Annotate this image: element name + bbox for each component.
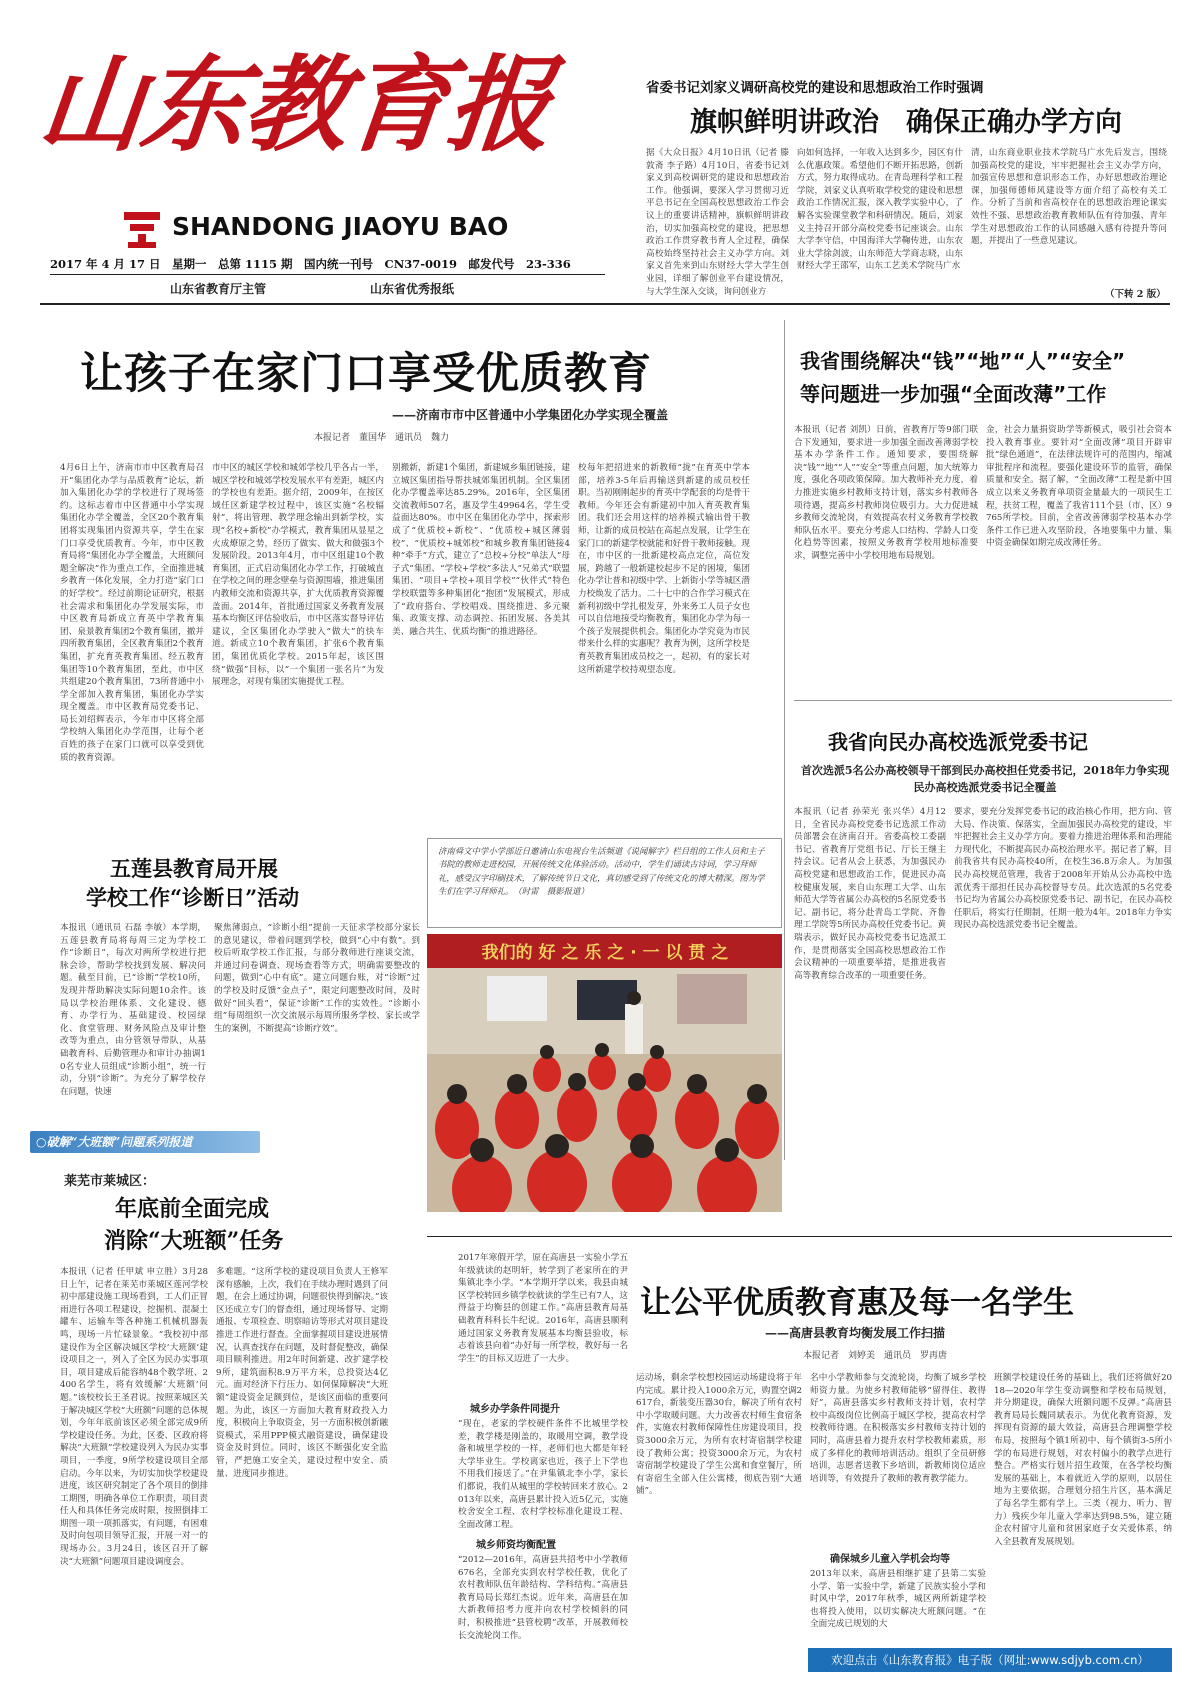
lead-col-1: 4月6日上午，济南市市中区教育局召开“集团化办学与品质教育”论坛，新加入集团化办学的学校进行了现场签约。这标志着市中区普通中小学实现集团化办学全覆盖，全区20个教育集团将实现集团内资源共享，学生在家门口享受优质教育。今年，市中区教育局将“集团化办学全覆盖，大班额问题全解决”作为重点工作，全面推进城乡教育一体化发展，全力打造“家门口的好学校”。经过前期论证研究，根据社会需求和集团化办学发展实际，市中区教育局新成立育英中学教育集团、泉景教育集团2个教育集团，撤并四所教育集团，全区教育集团2个教育集团，扩充育英教育集团、经五教育集团等10个教育集团，至此，市中区共组建20个教育集团，73所普通中小学全部加入教育集团，集团化办学实现全覆盖。市中区教育局党委书记、局长刘绍辉表示，今年市中区将全部学校纳入集团化办学范围，让每个老百姓的孩子在家门口就可以享受到优质的教育资源。 [60, 463, 204, 763]
series-banner [30, 1131, 260, 1153]
right2-headline: 我省向民办高校选派党委书记 [828, 730, 1088, 754]
bottom-col-5: 班额学校建设任务的基础上，我们还将做好2018—2020年学生变动调整和学校布局规划，并分期建设，确保大班额问题不反弹。”高唐县教育局局长魏同斌表示。为优化教育资源，发挥现有资源的最大效益，高唐县合理调整学校布局，按照每个镇1所初中、每个镇街3-5所小学的布局进行规划，对农村偏小的教学点进行整合。严格实行划片招生政策，在各学校均衡发展的基础上，本着就近入学的原则，以居住地为主要依据，合理划分招生片区，基本满足了每名学生都有学上。三类（视力、听力、智力）残疾少年儿童入学率达到98.5%，建立随企农村留守儿童和贫困家庭子女关爱体系，纳入全县教育发展规划。 [994, 1373, 1172, 1547]
right2-col-2: 要求，要充分发挥党委书记的政治核心作用，把方向、管大局、作决策、保落实，全面加强民办高校党的建设，牢牢把握社会主义办学方向。要着力推进治理体系和治理能力现代化，不断提高民办高校治理水平。据记者了解，目前我省共有民办高校40所，在校生36.8万余人。为加强民办高校规范管理，我省于2008年开始从公办高校中选派优秀干部担任民办高校督导专员。此次选派的5名党委书记均为省属公办高校原党委书记、副书记，在民办高校任职后，将实行任期制，任期一般为4年。2018年力争实现民办高校选派党委书记全覆盖。 [954, 807, 1172, 931]
bottom-sec1-text: “现在，老家的学校硬件条件不比城里学校差，教学楼是刚盖的，取暖用空调，教学设备和城里学校的一样，老师们也大都是年轻大学毕业生。学校离家也近，孩子上下学也不用我们接送了。”在尹集镇北李小学，家长们都说，我们从城里的学校转回来才放心。2013年以来，高唐县累计投入近5亿元，实施校舍安全工程、农村学校标准化建设工程、全面改薄工程。 [458, 1419, 628, 1530]
laiwu-col-1: 本报讯（记者 任甲斌 申立胜）3月28日上午，记者在莱芜市莱城区莲河学校初中部建设施工现场看到，工人们正冒雨进行各项工程建设，挖掘机、混凝土罐车、运输车等各种施工机械机器轰鸣，现场一片忙碌景象。“我校初中部建设作为全区解决城区学校‘大班额’建设项目之一，列入了全区为民办实事项目，项目建成后能容纳48个教学班、2400名学生，将有效缓解‘大班额’问题。”该校校长王圣君说。按照莱城区关于解决城区学校“大班额”问题的总体规划，今年年底前该区必须全部完成9所学校建设任务。为此，区委、区政府将解决“大班额”学校建设列入为民办实事项目，一季度，9所学校建设项目全部启动。今年以来，为切实加快学校建设进度，该区研究制定了各个项目的倒排工期图，明确各单位工作职责，项目责任人和具体任务完成时限，按照倒排工期图一项一项抓落实，有问题，有困难及时向包项目领导汇报，开展一对一的现场办公。3月24日，该区召开了解决“大班额”问题项目建设调度会。 [60, 1267, 208, 1567]
honor-label: 山东省优秀报纸 [370, 282, 455, 296]
bottom-intro: 2017年寒假开学，原在高唐县一实验小学五年级就读的赵明轩，转学到了老家所在的尹集镇北李小学。“本学期开学以来，我县由城区学校转回乡镇学校就读的学生已有7人，这得益于均衡县的创建工作。”高唐县教育局基础教育科科长牛纪说。2016年，高唐县顺利通过国家义务教育发展基本均衡县验收，标志着该县向着“办好每一所学校，教好每一名学生”的目标又迈进了一大步。 [458, 1253, 628, 1364]
news-photo [427, 934, 782, 1212]
divider [794, 700, 1172, 701]
bottom-sec3-text: 2013年以来，高唐县相继扩建了县第二实验小学、第一实验中学，新建了民族实验小学和时风中学，2017年秋季，城区两所新建学校也将投入使用，以切实解决大班额问题。“在全面完成已规划的大 [810, 1569, 986, 1630]
column-divider [784, 320, 785, 1160]
masthead-title: 山东教育报 [33, 43, 557, 166]
lead-col-3: 别搬新，新建1个集团，新建城乡集团链接，建立城区集团指导帮扶城郊集团机制。全区集团化办学覆盖率达85.29%。2016年，全区集团交流教师507名，惠及学生49964名，学生受益面达80%。市中区在集团化办学中，探索形成了“优质校+新校”、“优质校+城区薄弱校”、“优质校+城郊校”和城乡教育集团链接4种“牵手”方式，建立了“总校+分校”单法人“母子式”集团、“学校+学校”多法人“兄弟式”联盟集团、“项目+学校+项目学校”“伙伴式”特色学校联盟等多种集团化“抱团”发展模式，形成了“政府搭台、学校唱戏、围绕推进、多元聚集、政策支撑、动态调控、拓团发展、各美其美、融合共生、优质均衡”的推进路径。 [392, 463, 570, 637]
bottom-byline: 本报记者 刘婷美 通讯员 罗再唐 [803, 1351, 948, 1361]
lead-headline: 让孩子在家门口享受优质教育 [80, 349, 652, 399]
wulian-col-2: 聚焦薄弱点，“诊断小组”提前一天征求学校部分家长的意见建议，带着问题到学校，做到“心中有数”。到校后听取学校工作汇报，与部分教师进行座谈交流，并通过问卷调查、现场查看等方式，明确需要整改的问题，做到“心中有底”。建立问题台账，对“诊断”过的学校及时反馈“金点子”，限定问题整改时间，及时做好“回头看”，保证“诊断”工作的实效性。“诊断小组”每周组织一次交流展示每周所服务学校、家长或学生的案例，不断提高“诊断疗效”。 [214, 923, 420, 1034]
footer-link[interactable]: 欢迎点击《山东教育报》电子版（网址:www.sdjyb.com.cn） [831, 1653, 1149, 1667]
bottom-sec2-text: “2012—2016年，高唐县共招考中小学教师676名，全部充实到农村学校任教，优化了农村教师队伍年龄结构、学科结构。”高唐县教育局局长郑红杰说。近年来，高唐县在加大新教师招考力度并向农村学校倾斜的同时，积极推进“县管校聘”改革，开展教师校长交流轮岗工作。 [458, 1555, 628, 1641]
bottom-headline: 让公平优质教育惠及每一名学生 [640, 1285, 1074, 1321]
masthead [33, 30, 600, 290]
divider [427, 1236, 1172, 1237]
photo-banner: 我们的 好 之 乐 之 · 一 以 贯 之 [481, 943, 729, 963]
lead-byline: 本报记者 董国华 通讯员 魏力 [314, 433, 450, 443]
laiwu-headline-2: 消除“大班额”任务 [104, 1228, 284, 1254]
bottom-subhead: ——高唐县教育均衡发展工作扫描 [765, 1326, 946, 1340]
top-story-kicker: 省委书记刘家义调研高校党的建设和思想政治工作时强调 [646, 80, 984, 96]
right1-headline-2: 等问题进一步加强“全面改薄”工作 [800, 382, 1107, 406]
wulian-headline-2: 学校工作“诊断日”活动 [86, 885, 300, 910]
bottom-sec3-title: 确保城乡儿童入学机会均等 [830, 1554, 950, 1565]
lead-col-4: 校每年把招进来的新教师“拢”在育英中学本部，培养3-5年后再输送到新建的成员校任职。当初刚刚起步的育英中学配套的均是骨干教师。今年还会有新建初中加入育英教育集团。我们还会用这样的培养模式输出骨干教师，让新的成员校站在高起点发展，让学生在家门口的新建学校就能和好骨干教师接触。现在，市中区的一批新建校高点定位，高位发展，跨越了一般新建校起步不足的困境，集团化办学让普和初级中学、上新街小学等城区潜力校焕发了活力。二十七中的合作学习模式在新利初级中学扎根发芽，外来务工人员子女也可以自信地接受均衡教育，集团化办学为每一个孩子发展提供机会。集团化办学究竟为市民带来什么样的实惠呢？教育为例，这所学校是育英教育集团成员校之一，起初，有的家长对这所新建学校持观望态度。 [578, 463, 750, 675]
right1-col-1: 本报讯（记者 刘凯）日前，省教育厅等9部门联合下发通知，要求进一步加强全面改善薄弱学校基本办学条件工作。通知要求，要围绕解决“钱”“地”“人”“安全”等重点问题，加大统筹力度，强化各项政策保障。加大教师补充力度，着力推进实施乡村教师支持计划，落实乡村教师各项待遇，提高乡村教师岗位吸引力。大力促进城乡教师交流轮岗，有效提高农村义务教育学校教师队伍水平。要充分考虑人口结构、学龄人口变化趋势等因素，按照义务教育学校用地标准要求，调整完善中小学校用地布局规划。 [794, 425, 978, 561]
photo-caption: 济南舜文中学小学部近日邀请山东电视台生活频道《说闻解字》栏目组的工作人员和主子书院的教师走进校园，开展传统文化体验活动。活动中，学生们诵读古诗词，学习拜师礼，感受汉字印刷技术，了解传统节日文化，真切感受到了传统文化的博大精深。图为学生们在学习拜师礼。 （时雷 摄影报道） [438, 846, 765, 897]
top-story-col-1: 据《大众日报》4月10日讯（记者 滕敦斋 李子路）4月10日，省委书记刘家义到高校调研党的建设和思想政治工作。他强调，要深入学习贯彻习近平总书记在全国高校思想政治工作会议上的重要讲话精神，旗帜鲜明讲政治，切实加强高校党的建设，把思想政治工作贯穿教书育人全过程，确保高校始终坚持社会主义办学方向。刘家义首先来到山东财经大学大学生创业园，详细了解创业平台建设情况，与大学生深入交谈，询问创业方 [646, 148, 789, 297]
bottom-col-3: 运动场，剩余学校想校园运动场建设将于年内完成。累计投入1000余万元，购置空调2617台，新装变压器30台，解决了所有农村中小学取暖问题。大力改善农村师生食宿条件，实施农村教师保障性住房建设项目，投资3000余万元，为所有农村寄宿制学校建设了教师公寓；投资3000余万元，为农村寄宿制学校建设了学生公寓和食堂餐厅，所有寄宿生全部入住公寓楼，彻底告别“大通铺”。 [636, 1373, 802, 1497]
bottom-sec2-title: 城乡师资均衡配置 [476, 1540, 556, 1551]
right1-col-2: 金，社会力量捐资助学等新模式，吸引社会资本投入教育事业。要针对“全面改薄”项目开辟审批“绿色通道”，在法律法规许可的范围内，缩减审批程序和流程。要强化建设环节的监管，确保质量和安全。据了解，“全面改薄”工程是新中国成立以来义务教育单项资金量最大的一项民生工程，扶贫工程，覆盖了我省111个县（市、区）9765所学校。目前，全省改善薄弱学校基本办学条件工作已进入攻坚阶段，各地要集中力量、集中资金确保如期完成改薄任务。 [986, 425, 1172, 549]
right2-subhead: 首次选派5名公办高校领导干部到民办高校担任党委书记，2018年力争实现民办高校选派党委书记全覆盖 [800, 764, 1170, 794]
footer-bar[interactable] [808, 1648, 1172, 1672]
lead-subhead: ——济南市市中区普通中小学集团化办学实现全覆盖 [392, 408, 669, 422]
logo-icon [120, 208, 164, 252]
laiwu-headline-1: 年底前全面完成 [115, 1196, 270, 1222]
lead-col-2: 市中区的城区学校和城郊学校几乎各占一半，城区学校和城郊学校发展水平有差距，城区内的学校也有差距。据介绍，2009年，在按区域任区新建学校过程中，该区实施“名校辐射”，将出管理、教学理念输出到新学校，实现“名校+新校”办学模式，教育集团从显星之火成燎原之势，经历了做实、做大和做强3个发展阶段。2013年4月，市中区组建10个教育集团，正式启动集团化办学工作，打破城直在学校之间的理念壁垒与资源围墙，推进集团内教师交流和资源共享，扩大优质教育资源覆盖面。2014年，首批通过国家义务教育发展基本均衡区评估验收后，市中区落实督导评估建议，全区集团化办学驶入“做大”的快车道。新成立10个教育集团，扩张6个教育集团，集团优质化学校。2015年起，该区围绕“做强”目标，以“一个集团一张名片”为发展理念，对现有集团实施提优工程。 [212, 463, 384, 688]
wulian-headline-1: 五莲县教育局开展 [110, 856, 278, 881]
wulian-col-1: 本报讯（通讯员 石磊 李敏）本学期，五莲县教育局将每周三定为学校工作“诊断日”，每次对两所学校进行把脉会诊，帮助学校找到发展、解决问题。截至目前，已“诊断”学校10所，发现并帮助解决实际问题10余件。该局以学校治理体系、文化建设、德育、办学行为、基础建设、校园绿化、食堂管理、财务风险点及审计整改等为重点，由分管领导带队，从基础教育科、后勤管理办和审计办抽调10名专业人员组成“诊断小组”，统一行动，分别“诊断”。为充分了解学校存在问题，快速 [60, 923, 206, 1097]
laiwu-kicker: 莱芜市莱城区： [64, 1174, 156, 1189]
date-line: 2017 年 4 月 17 日 星期一 总第 1115 期 国内统一刊号 CN37-0019 邮发代号 23-336 [50, 257, 571, 271]
right2-col-1: 本报讯（记者 孙荣光 张兴华）4月12日，全省民办高校党委书记选派工作动员部署会在济南召开。省委高校工委副书记、省教育厅党组书记、厅长王继主持会议。记者从会上获悉，为加强民办高校党建和思想政治工作，促进民办高校健康发展，来自山东理工大学、山东师范大学等省属公办高校的5名原党委书记、副书记，将分赴青岛工学院、齐鲁理工学院等5所民办高校任党委书记。黄瑞表示，做好民办高校党委书记选派工作，是贯彻落实全国高校思想政治工作会议精神的一项重要举措，是推进我省高等教育综合改革的一项重要任务。 [794, 807, 946, 981]
bottom-sec1-title: 城乡办学条件同提升 [470, 1404, 560, 1415]
divider [40, 303, 1170, 305]
laiwu-col-2: 多难题。“这所学校的建设项目负责人王修军深有感触，上次，我们在手续办理时遇到了问题，在会上通过协调，问题很快得到解决。”该区还成立专门的督查组，通过现场督导、定期通报、专项检查、明察暗访等形式对项目建设推进工作进行督查。全面掌握项目建设进展情况，认真查找存在问题，及时督促整改，确保项目顺利推进。用2年时间新建、改扩建学校9所，建筑面积8.9万平方米，总投资达4亿元。面对经济下行压力、如何保障解决“大班额”建设资金足额到位，是该区面临的重要问题。为此，该区一方面加大教育财政投入力度，积极向上争取资金，另一方面积极创新融资模式，采用PPP模式融资建设，确保建设资金及时到位。同时，该区不断强化安全监管，严把施工安全关，建设过程中安全、质量、进度同步推进。 [216, 1267, 388, 1479]
right1-headline-1: 我省围绕解决“钱”“地”“人”“安全” [800, 349, 1126, 373]
divider [50, 274, 605, 275]
masthead-title-en: SHANDONG JIAOYU BAO [172, 212, 509, 241]
top-story-col-2: 向如何选择，一年收入达到多少，园区有什么优惠政策。希望他们不断开拓思路，创新方式，努力取得成功。在青岛理科学和工程学院，刘家义认真听取学校党的建设和思想政治工作情况汇报，深入教学实验中心，了解各实验课堂教学和科研情况。随后，刘家义主持召开部分高校党委书记座谈会。山东大学李守信，中国海洋大学鞠传进，山东农业大学徐剑波，山东师范大学商志晓，山东财经大学王邵军，山东工艺美术学院马广水 [797, 148, 963, 272]
series-label: ○破解“大班额”问题系列报道 [36, 1135, 193, 1149]
continued-label: （下转 2 版） [1105, 289, 1166, 300]
top-story-col-3: 清，山东商业职业技术学院马广水先后发言，围绕加强高校党的建设，牢牢把握社会主义办学方向，加强宣传思想和意识形态工作，办好思想政治理论课，加强师德师风建设等方面介绍了高校有关工作。分析了当前和省高校存在的思想政治理论课实效性不强、思想政治教育教师队伍有待加强、青年学生对思想政治工作的认同感融入感有待提升等问题，并提出了一些意见建议。 [971, 148, 1167, 247]
sponsor-label: 山东省教育厅主管 [170, 282, 267, 296]
bottom-col-4: 名中小学教师参与交流轮岗，均衡了城乡学校师资力量。为使乡村教师能够“留得住、教得好”，高唐县落实乡村教师支持计划，农村学校中高级岗位比例高于城区学校，提高农村学校教师待遇。在积极落实乡村教师支持计划的同时，高唐县着力提升农村学校教师素质，形成了多样化的教师培训活动。组织了全员研修培训，志愿者送教下乡培训，新教师岗位适应培训等，有效提升了教师的教育教学能力。 [810, 1373, 986, 1484]
top-story-headline: 旗帜鲜明讲政治 确保正确办学方向 [690, 107, 1122, 138]
photo-caption-box [427, 838, 782, 928]
